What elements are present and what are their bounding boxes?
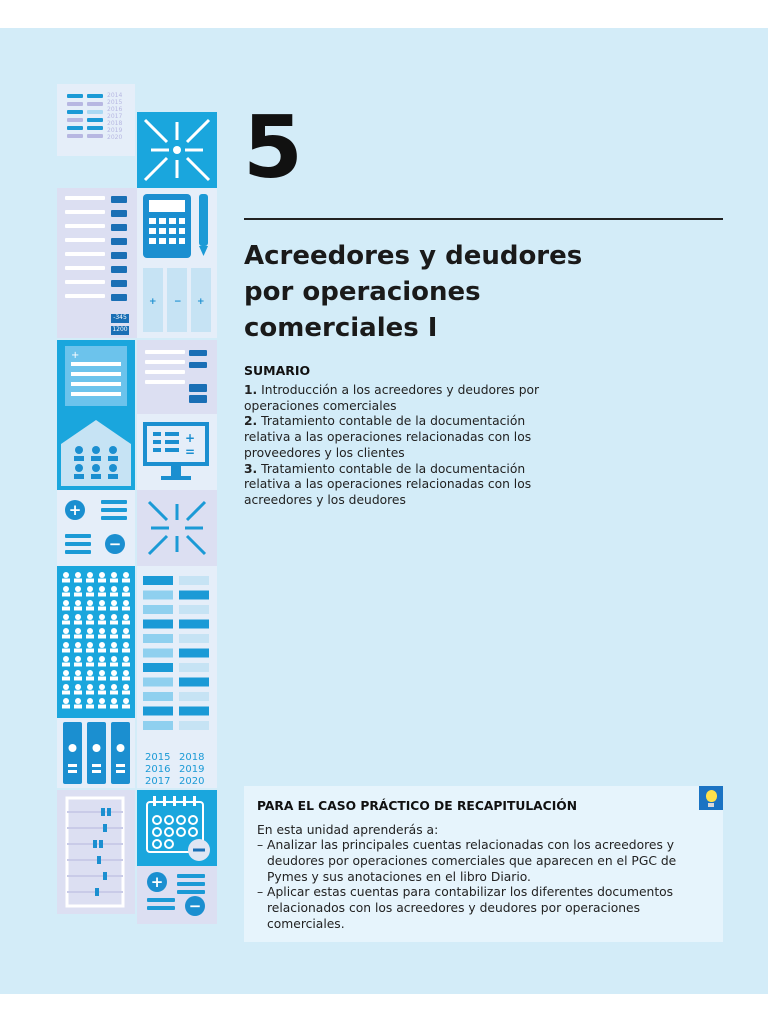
- year-label: 2018: [107, 120, 123, 127]
- summary-item: [244, 462, 564, 509]
- fiscal-years-grid: [137, 736, 217, 788]
- year-label: 2017: [107, 113, 123, 120]
- add-subtract-icon: + −: [137, 866, 217, 924]
- year-label: 2020: [179, 776, 205, 787]
- ledger-columns-icon: [137, 264, 217, 338]
- year-label: 2015: [145, 752, 171, 763]
- learning-objective: – Aplicar estas cuentas para contabilizar los diferentes documentos relacionados con los acreedores y deudores por operaciones comerciales.: [257, 885, 674, 931]
- customers-grid-icon: [57, 566, 135, 718]
- chapter-title: [244, 238, 714, 346]
- svg-text:−: −: [174, 297, 182, 307]
- learning-objective: – Analizar las principales cuentas relacionadas con los acreedores y deudores por operaciones comerciales que aparecen en el PGC de Pymes y sus anotaciones en el libro Diario.: [257, 838, 677, 884]
- learning-objectives-list: [257, 838, 711, 933]
- accounts-table-icon: [137, 566, 217, 736]
- case-study-title: PARA EL CASO PRÁCTICO DE RECAPITULACIÓN: [257, 799, 578, 813]
- amount-label: 1200: [112, 326, 128, 333]
- document-list-illustration: [57, 188, 137, 338]
- abacus-icon: [57, 790, 135, 914]
- lightbulb-icon: [699, 786, 723, 810]
- svg-text:=: =: [185, 445, 196, 459]
- summary-item: [244, 383, 564, 414]
- svg-text:+: +: [71, 350, 80, 361]
- case-study-intro: En esta unidad aprenderás a:: [257, 823, 439, 837]
- summary-item-text: Tratamiento contable de la documentación relativa a las operaciones relacionadas con los acreedores y los deudores: [244, 461, 532, 507]
- converging-arrows-icon: [137, 490, 217, 566]
- year-list-illustration: [57, 84, 135, 156]
- summary-item-number: 1.: [244, 383, 258, 397]
- year-label: 2020: [107, 134, 123, 141]
- chapter-number: 5: [243, 98, 303, 198]
- svg-text:+: +: [185, 431, 196, 445]
- year-label: 2019: [179, 764, 205, 775]
- binders-icon: [57, 718, 135, 788]
- year-label: 2016: [145, 764, 171, 775]
- year-label: 2016: [107, 106, 123, 113]
- summary-item-number: 3.: [244, 461, 258, 476]
- calendar-icon: [137, 790, 217, 866]
- summary-list: [244, 383, 564, 509]
- chapter-title-line: Acreedores y deudores: [244, 241, 583, 271]
- summary-item-text: Tratamiento contable de la documentación relativa a las operaciones relacionadas con los proveedores y los clientes: [244, 414, 532, 460]
- amount-label: -345: [111, 314, 129, 323]
- finance-illustration-column: [57, 84, 217, 914]
- calculator-icon: [137, 188, 217, 264]
- chapter-title-line: por operaciones: [244, 277, 481, 307]
- summary-item-number: 2.: [244, 414, 258, 429]
- chapter-title-line: comerciales I: [244, 313, 438, 343]
- svg-text:+: +: [149, 297, 157, 307]
- year-label: 2018: [179, 752, 205, 763]
- invoice-icon: [137, 340, 217, 414]
- summary-heading: SUMARIO: [244, 363, 311, 378]
- converging-arrows-icon: [137, 112, 217, 188]
- document-card-icon: [57, 340, 135, 414]
- summary-item-text: Introducción a los acreedores y deudores por operaciones comerciales: [244, 383, 540, 413]
- year-label: 2019: [107, 127, 123, 134]
- summary-item: [244, 414, 564, 461]
- year-label: 2014: [107, 92, 123, 99]
- case-study-box: [244, 786, 723, 942]
- svg-text:+: +: [197, 297, 205, 307]
- company-building-icon: [57, 414, 135, 490]
- computer-monitor-icon: [137, 414, 217, 490]
- year-label: 2017: [145, 776, 171, 787]
- year-label: 2015: [107, 99, 123, 106]
- income-expense-icon: + −: [57, 490, 135, 566]
- heading-divider: [244, 218, 723, 220]
